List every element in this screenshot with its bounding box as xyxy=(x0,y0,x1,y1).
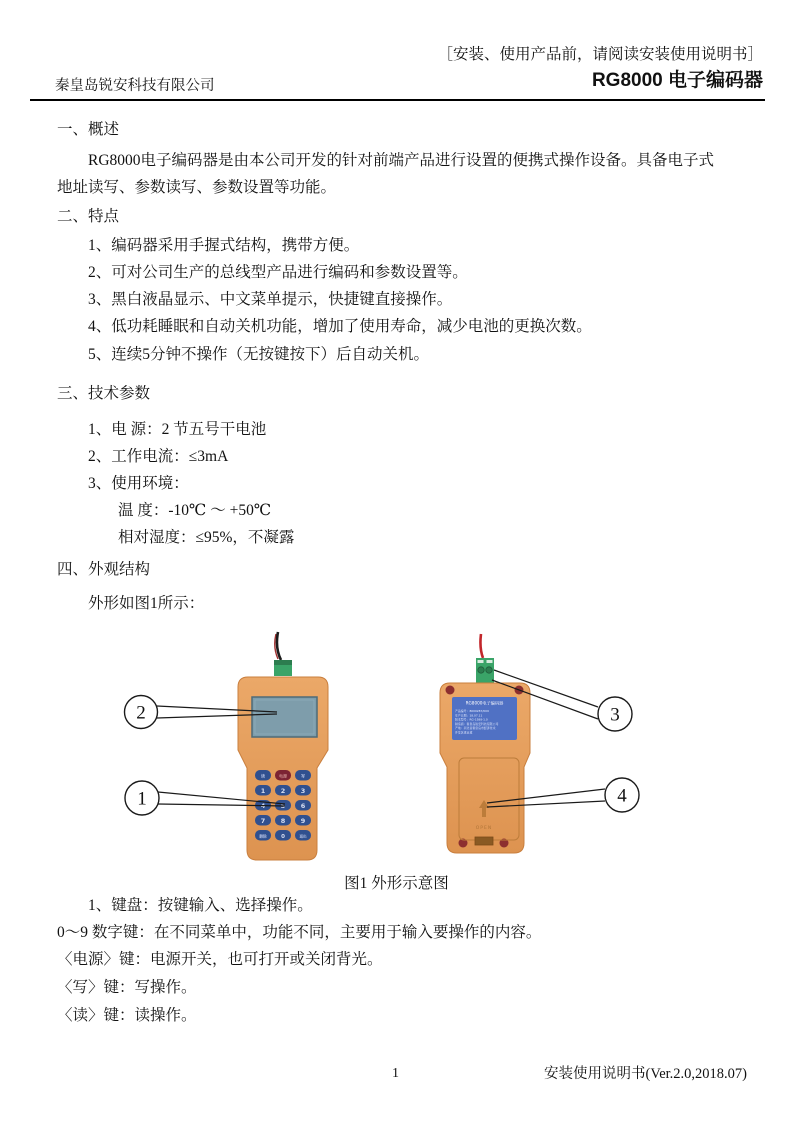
figure-1-device-views xyxy=(100,622,660,870)
feature-item: 5、连续5分钟不操作（无按键按下）后自动关机。 xyxy=(88,346,430,363)
header-product-title: RG8000 电子编码器 xyxy=(591,70,763,91)
spec-item: 1、电 源：2 节五号干电池 xyxy=(88,421,267,438)
callout-1-number: 1 xyxy=(137,788,147,810)
spec-sub-item: 温 度：-10℃ ～ +50℃ xyxy=(118,502,272,519)
feature-item: 1、编码器采用手握式结构，携带方便。 xyxy=(88,237,360,254)
product-label xyxy=(452,697,517,740)
section-2-title: 二、特点 xyxy=(57,208,120,225)
key-3-label: 3 xyxy=(300,787,306,795)
key-power-label: 电源 xyxy=(279,773,287,779)
key-exit-label: 退出 xyxy=(299,834,307,839)
spec-sub-item: 相对湿度：≤95%，不凝露 xyxy=(118,529,295,546)
key-delete-label: 删除 xyxy=(259,834,267,839)
figure-intro: 外形如图1所示： xyxy=(88,595,205,612)
key-6-label: 6 xyxy=(300,802,306,810)
note-write-key: 〈写〉键：写操作。 xyxy=(57,979,197,996)
product-label-line: 制造商：秦皇岛锐安科技有限公司 xyxy=(455,721,499,726)
key-2-label: 2 xyxy=(280,787,286,795)
product-label-line: 开发区建业道 xyxy=(455,730,473,735)
product-label-line: 生产日期：18.07.11 xyxy=(455,713,483,718)
section-3-title: 三、技术参数 xyxy=(57,385,151,402)
spec-item: 3、使用环境： xyxy=(88,475,189,492)
feature-item: 4、低功耗睡眠和自动关机功能，增加了使用寿命，减少电池的更换次数。 xyxy=(88,318,592,335)
callout-4-number: 4 xyxy=(617,785,627,807)
feature-item: 2、可对公司生产的总线型产品进行编码和参数设置等。 xyxy=(88,264,468,281)
front-terminal-top xyxy=(274,660,292,665)
product-label-line: 产品编号：8000287/009 xyxy=(455,709,489,713)
back-wire xyxy=(480,634,483,658)
product-label-line: 产地：河北省秦皇岛市经济技术 xyxy=(455,726,496,731)
terminal-screw-right xyxy=(486,667,492,673)
feature-item: 3、黑白液晶显示、中文菜单提示，快捷键直接操作。 xyxy=(88,291,453,308)
callout-2-number: 2 xyxy=(136,702,146,724)
overview-paragraph-line-2: 地址读写、参数读写、参数设置等功能。 xyxy=(57,179,337,196)
back-view-photo xyxy=(440,634,639,853)
note-power-key: 〈电源〉键：电源开关，也可打开或关闭背光。 xyxy=(57,951,383,968)
battery-cover-latch-slot xyxy=(475,837,493,845)
key-1-label: 1 xyxy=(260,787,266,795)
back-screw-top-left xyxy=(446,686,455,695)
terminal-label-right xyxy=(487,660,493,663)
figure-caption: 图1 外形示意图 xyxy=(344,875,449,892)
key-7-label: 7 xyxy=(260,817,266,825)
section-1-title: 一、概述 xyxy=(57,121,120,138)
battery-cover-open-text: OPEN xyxy=(475,826,493,831)
footer-version: 安装使用说明书(Ver.2.0,2018.07) xyxy=(544,1066,747,1082)
front-view-photo xyxy=(125,632,329,860)
overview-paragraph-line-1: RG8000电子编码器是由本公司开发的针对前端产品进行设置的便携式操作设备。具备电子式 xyxy=(88,152,715,169)
product-label-title: RG8000电子编码器 xyxy=(465,700,504,706)
page-number: 1 xyxy=(392,1066,399,1081)
key-0-label: 0 xyxy=(281,833,285,840)
key-read-label: 读 xyxy=(261,773,265,779)
header-company-name: 秦皇岛锐安科技有限公司 xyxy=(55,78,215,94)
key-8-label: 8 xyxy=(280,817,286,825)
key-write-label: 写 xyxy=(301,773,305,779)
note-read-key: 〈读〉键：读操作。 xyxy=(57,1007,197,1024)
product-label-line: 版本型号：RG-1588-1.0 xyxy=(455,717,488,722)
section-4-title: 四、外观结构 xyxy=(57,561,151,578)
note-digit-keys: 0～9 数字键：在不同菜单中，功能不同，主要用于输入要操作的内容。 xyxy=(57,924,542,941)
header-rule xyxy=(30,99,765,101)
terminal-label-left xyxy=(478,660,484,663)
note-keyboard: 1、键盘：按键输入、选择操作。 xyxy=(88,897,313,914)
lcd-screen xyxy=(252,697,317,737)
front-wire xyxy=(277,632,281,660)
terminal-screw-left xyxy=(478,667,484,673)
callout-3-number: 3 xyxy=(610,704,620,726)
spec-item: 2、工作电流：≤3mA xyxy=(88,448,229,465)
header-notice: ［安装、使用产品前，请阅读安装使用说明书］ xyxy=(437,46,763,63)
key-9-label: 9 xyxy=(300,817,306,825)
